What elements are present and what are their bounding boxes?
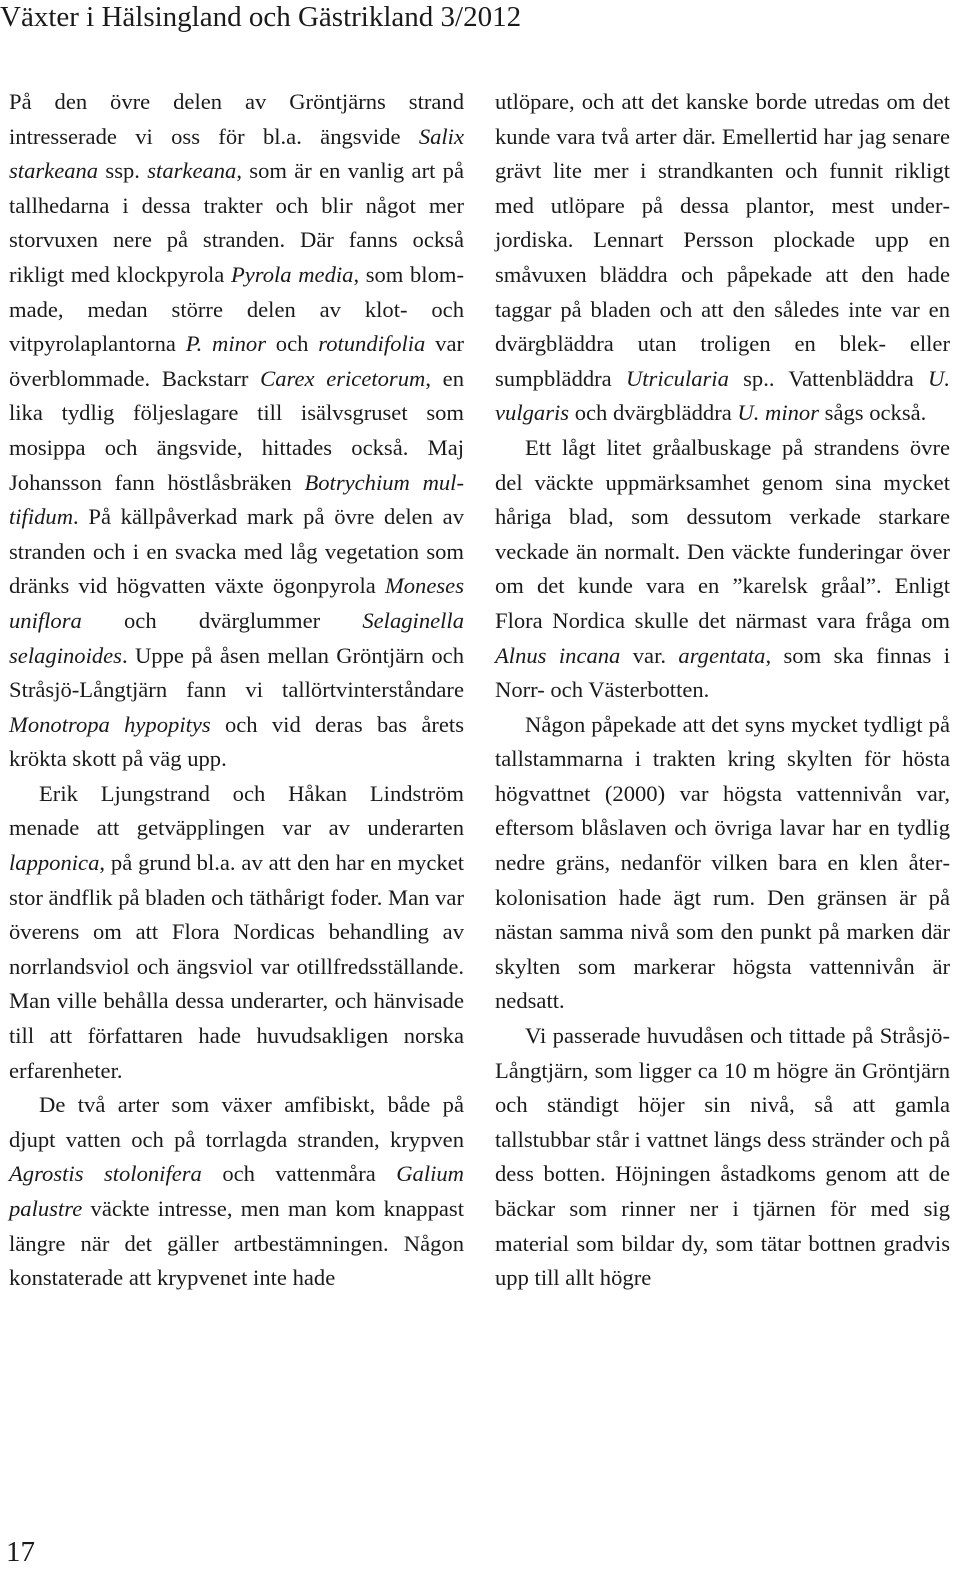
italic-run: Pyrola media (230, 261, 354, 287)
paragraph (495, 708, 950, 1019)
italic-run: Alnus incana (495, 642, 621, 668)
text-run: utlöpare, och att det kanske borde utredas om det kunde vara två arter där. Emellertid har jag senare grävt lite mer i strandkanten och funnit rikligt med utlöpare på dessa plantor, mest underjordiska. Lennart Persson plockade upp en småvuxen bläddra och påpekade att den hade taggar på bladen och att den således inte var en dvärgbläddra utan troligen en blek- eller sumpbläddra (495, 89, 950, 391)
italic-run: rotundifolia (318, 331, 426, 357)
italic-run: Selaginella selaginoides (9, 607, 464, 668)
paragraph (495, 85, 950, 431)
text-run: sp.. Vattenbläddra (728, 365, 929, 391)
text-column-left (9, 85, 464, 1296)
text-run: ssp. (98, 158, 148, 184)
paragraph (9, 777, 464, 1088)
italic-run: U. vulgaris (495, 365, 950, 426)
text-run: och dvärglummer (81, 607, 363, 633)
page-number: 17 (6, 1536, 35, 1568)
italic-run: Monotropa hypopitys (9, 711, 211, 737)
text-run: , en lika tydlig följeslagare till isälvsgruset som mosippa och ängsvide, hittades också. Maj Johansson fann höstlåsbräken (9, 365, 464, 495)
text-run: väckte intresse, men man kom knappast längre när det gäller artbestämningen. Någon konstaterade att krypvenet inte hade (9, 1196, 464, 1291)
italic-run: Salix starkeana (9, 123, 464, 184)
italic-run: U. minor (737, 400, 820, 426)
paragraph (9, 1088, 464, 1296)
text-run: sågs också. (819, 400, 927, 426)
text-run: . På källpåverkad mark på övre delen av stranden och i en svacka med låg vegetation som dränks vid högvatten växte ögonpyrola (9, 504, 464, 599)
italic-run: Carex ericetorum (260, 365, 426, 391)
text-run: De två arter som växer amfibiskt, både på djupt vatten och på torrlagda stranden, krypven (9, 1092, 464, 1152)
text-run: , som är en vanlig art på tallhedarna i dessa trakter och blir något mer storvuxen nere på stranden. Där fanns också rikligt med klockpyrola (9, 158, 464, 287)
text-run: Någon påpekade att det syns mycket tydligt på tallstammarna i trakten kring skylten för hösta högvattnet (2000) var högsta vattennivån var, eftersom blåslaven och övriga lavar har en tydlig nedre gräns, nedanför vilken bara en klen återkolonisation hade ägt rum. Den gränsen är på nästan samma nivå som den punkt på marken där skylten som markerar högsta vattennivån är nedsatt. (495, 711, 950, 1014)
italic-run: starkeana (147, 158, 237, 184)
text-run: . Uppe på åsen mellan Gröntjärn och Stråsjö-Långtjärn fann vi tallörtvinterståndare (9, 642, 464, 703)
text-run: var överblommade. Backstarr (9, 331, 465, 391)
text-run: och vattenmåra (201, 1161, 397, 1187)
text-run: På den övre delen av Gröntjärns strand intresserade vi oss för bl.a. ängsvide (9, 89, 464, 149)
italic-run: argentata (678, 642, 766, 668)
text-run: Erik Ljungstrand och Håkan Lindström menade att getväpplingen var av underarten (9, 780, 464, 841)
text-run: och (266, 331, 319, 357)
italic-run: Galium palustre (9, 1161, 464, 1221)
text-run: , som blommade, medan större delen av klot- och vitpyrolaplantorna (9, 261, 464, 357)
italic-run: lapponica (9, 850, 100, 876)
text-run: och vid deras bas årets krökta skott på väg upp. (9, 711, 464, 772)
italic-run: P. minor (185, 331, 267, 357)
text-run: och dvärgbläddra (569, 400, 738, 426)
paragraph (9, 85, 464, 777)
italic-run: Utricularia (625, 365, 729, 391)
text-run: , som ska finnas i Norr- och Västerbotten. (495, 642, 950, 703)
text-run: , på grund bl.a. av att den har en mycket stor ändflik på bladen och täthårigt foder. Man var överens om att Flora Nordicas behandling av norrlandsviol och ängsviol var otillfredsställande. Man ville behålla dessa underarter, och hänvisade till att författaren hade huvudsakligen norska erfarenheter. (9, 850, 464, 1083)
text-run: Ett lågt litet gråalbuskage på strandens övre del väckte uppmärksamhet genom sina mycket håriga blad, som dessutom verkade starkare veckade än normalt. Den väckte funderingar över om det kunde vara en ”karelsk gråal”. Enligt Flora Nordica skulle det närmast vara fråga om (495, 434, 950, 633)
running-header: Växter i Hälsingland och Gästrikland 3/2012 (0, 1, 522, 33)
italic-run: Moneses uniflora (9, 573, 464, 633)
text-run: Vi passerade huvudåsen och tittade på Stråsjö-Långtjärn, som ligger ca 10 m högre än Gröntjärn och ständigt höjer sin nivå, så att gamla tallstubbar står i vattnet längs dess stränder och på dess botten. Höjningen åstadkoms genom att de bäckar som rinner ner i tjärnen för med sig material som bildar dy, som tätar bottnen gradvis upp till allt högre (495, 1023, 950, 1291)
paragraph (495, 431, 950, 708)
text-run: var. (620, 642, 679, 668)
paragraph (495, 1019, 950, 1296)
italic-run: Agrostis stolonifera (9, 1161, 202, 1187)
text-column-right (495, 85, 950, 1296)
italic-run: Botrychium multifidum (9, 469, 464, 530)
